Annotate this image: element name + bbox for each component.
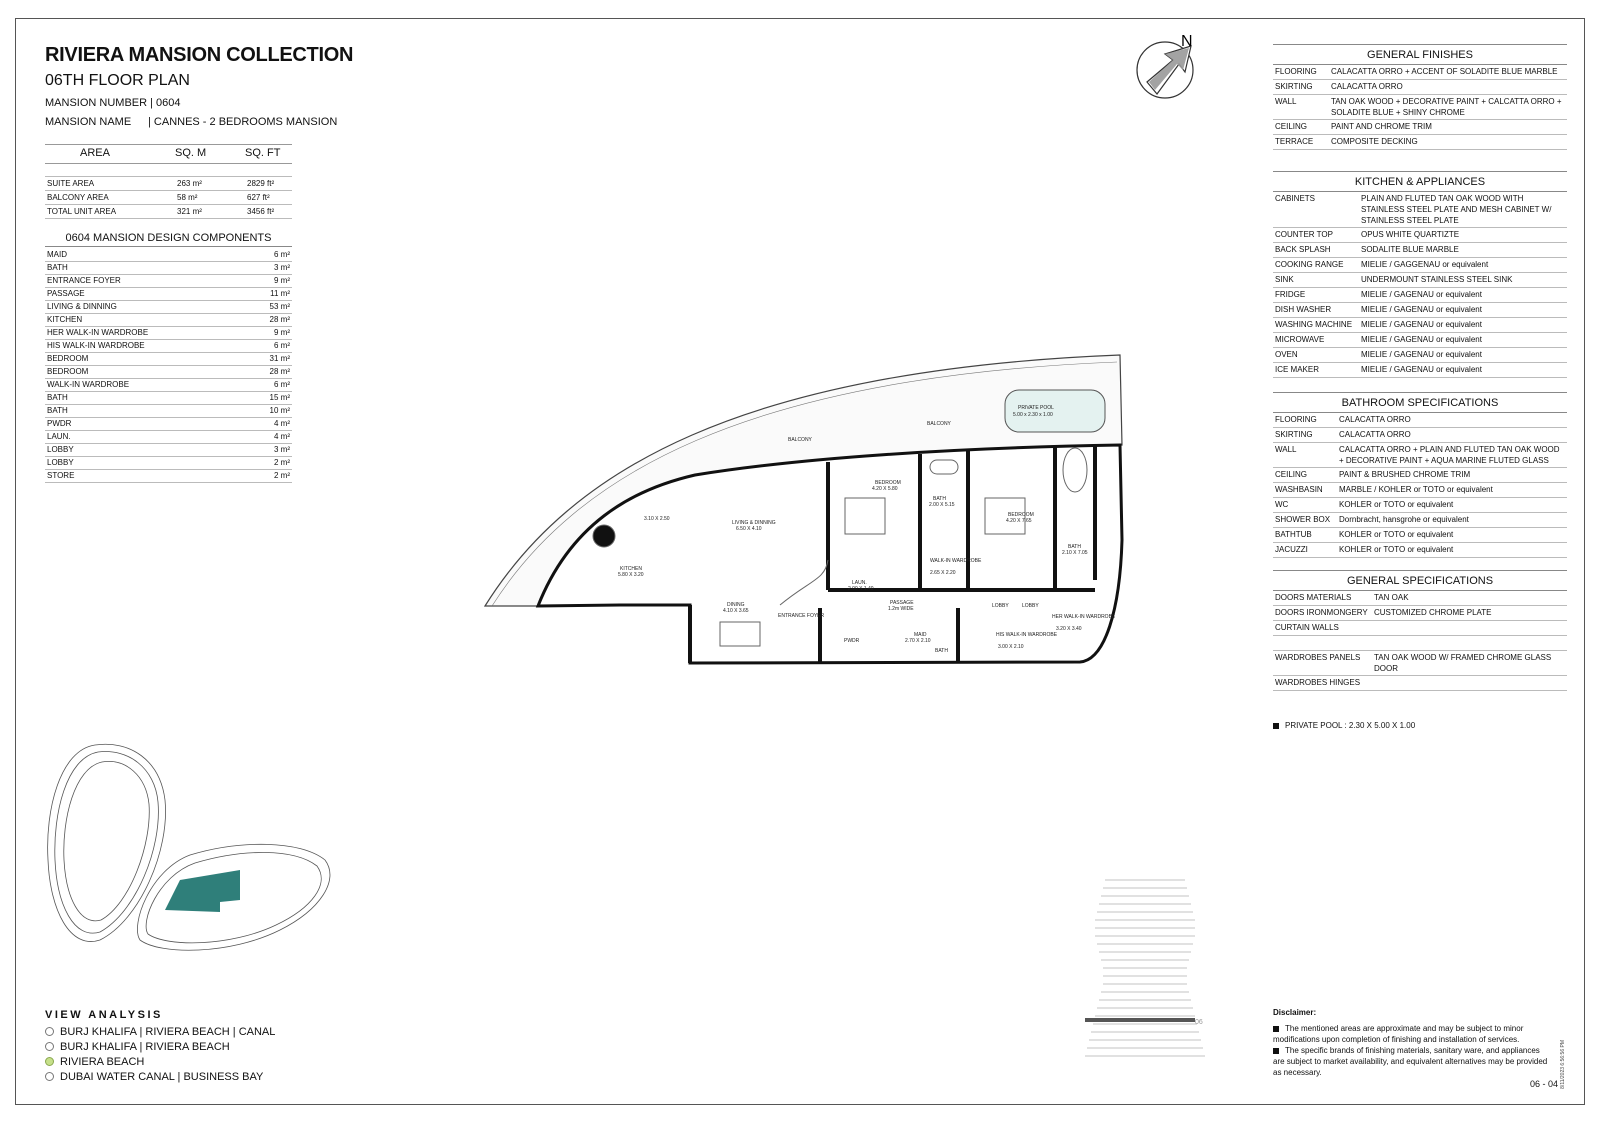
spec-key: WASHBASIN — [1275, 485, 1323, 494]
list-item — [45, 314, 292, 327]
component-area: 4 m² — [274, 419, 290, 428]
spec-key: DOORS MATERIALS — [1275, 593, 1352, 602]
area-table-header — [45, 145, 292, 164]
spec-value: MIELIE / GAGENAU or equivalent — [1361, 350, 1482, 359]
view-option-label: RIVIERA BEACH — [60, 1055, 145, 1068]
room-label: HIS WALK-IN WARDROBE — [996, 632, 1058, 638]
list-item — [45, 470, 292, 483]
component-name: LOBBY — [47, 445, 74, 454]
list-item — [45, 353, 292, 366]
current-level-marker — [1085, 1018, 1195, 1022]
spec-key: DOORS IRONMONGERY — [1275, 608, 1368, 617]
component-area: 2 m² — [274, 458, 290, 467]
spec-key — [1275, 637, 1374, 649]
list-item — [45, 262, 292, 275]
component-name: MAID — [47, 250, 67, 259]
table-row — [1273, 333, 1567, 348]
spec-key: TERRACE — [1275, 137, 1314, 146]
component-area: 11 m² — [270, 289, 290, 298]
view-option — [45, 1024, 275, 1039]
table-row — [1273, 528, 1567, 543]
spec-key: WARDROBES PANELS — [1275, 653, 1361, 662]
spec-value — [1374, 677, 1565, 689]
component-name: BEDROOM — [47, 354, 89, 363]
spec-key: WALL — [1275, 97, 1297, 106]
component-name: LAUN. — [47, 432, 71, 441]
components-list — [45, 249, 292, 483]
list-item — [45, 405, 292, 418]
table-row — [1273, 303, 1567, 318]
spec-key: SKIRTING — [1275, 430, 1313, 439]
page-title: RIVIERA MANSION COLLECTION — [45, 44, 354, 66]
room-dim: 4.20 X 5.80 — [872, 486, 898, 492]
component-area: 4 m² — [274, 432, 290, 441]
view-option-label: BURJ KHALIFA | RIVIERA BEACH | CANAL — [60, 1025, 276, 1038]
spec-value: PLAIN AND FLUTED TAN OAK WOOD WITH STAINLESS STEEL PLATE AND MESH CABINET W/ STAINLESS STEEL PLATE — [1361, 194, 1552, 225]
kitchen-appliances-section — [1273, 171, 1567, 378]
radio-dot-icon — [45, 1072, 54, 1081]
spec-key: FLOORING — [1275, 415, 1317, 424]
spec-key: BACK SPLASH — [1275, 245, 1331, 254]
room-label: BEDROOM — [1008, 512, 1034, 518]
room-label: BATH — [1068, 544, 1081, 550]
bathroom-specifications-title: BATHROOM SPECIFICATIONS — [1273, 392, 1567, 413]
spec-value: MIELIE / GAGGENAU or equivalent — [1361, 260, 1489, 269]
spec-value: OPUS WHITE QUARTIZTE — [1361, 230, 1460, 239]
room-dim: 3.00 X 2.10 — [998, 644, 1024, 650]
component-area: 31 m² — [269, 354, 290, 363]
list-item — [45, 431, 292, 444]
view-option — [45, 1069, 275, 1084]
room-label: PWDR — [844, 638, 860, 644]
spec-key: WC — [1275, 500, 1289, 509]
table-row — [45, 205, 292, 219]
balcony-label: BALCONY — [927, 421, 951, 427]
component-area: 2 m² — [274, 471, 290, 480]
table-row — [1273, 621, 1567, 636]
disclaimer-item: The mentioned areas are approximate and may be subject to minor modifications upon completion of finishing and installation of services. — [1273, 1024, 1524, 1044]
component-name: HIS WALK-IN WARDROBE — [47, 341, 145, 350]
bathroom-specifications-section — [1273, 392, 1567, 558]
table-row — [1273, 498, 1567, 513]
spec-key: BATHTUB — [1275, 530, 1312, 539]
bullet-icon — [1273, 723, 1279, 729]
floor-plan-subtitle: 06TH FLOOR PLAN — [45, 72, 190, 89]
spec-key: FLOORING — [1275, 67, 1317, 76]
component-area: 28 m² — [269, 367, 290, 376]
room-dim: 6.50 X 4.10 — [736, 526, 762, 532]
spec-value: KOHLER or TOTO or equivalent — [1339, 530, 1454, 539]
area-sqm: 58 m² — [175, 191, 245, 205]
room-dim: 3.10 X 2.50 — [644, 516, 670, 522]
list-item — [45, 288, 292, 301]
components-title: 0604 MANSION DESIGN COMPONENTS — [45, 232, 292, 247]
list-item — [45, 392, 292, 405]
table-row — [1273, 413, 1567, 428]
north-arrow-icon — [1135, 32, 1205, 104]
component-area: 3 m² — [274, 445, 290, 454]
room-dim: 4.20 X 7.65 — [1006, 518, 1032, 524]
view-option — [45, 1039, 275, 1054]
component-area: 6 m² — [274, 380, 290, 389]
table-row — [1273, 318, 1567, 333]
spec-key: COUNTER TOP — [1275, 230, 1333, 239]
view-analysis-title: VIEW ANALYSIS — [45, 1009, 163, 1021]
spec-key: WALL — [1275, 445, 1297, 454]
general-finishes-title: GENERAL FINISHES — [1273, 44, 1567, 65]
spec-key: CURTAIN WALLS — [1275, 623, 1339, 632]
table-row — [1273, 363, 1567, 378]
area-sqft: 627 ft² — [245, 191, 292, 205]
room-label: LOBBY — [1022, 603, 1039, 609]
room-label: MAID — [914, 632, 927, 638]
spec-value: CALACATTA ORRO — [1331, 82, 1403, 91]
bullet-icon — [1273, 1048, 1279, 1054]
spec-key: CABINETS — [1275, 194, 1316, 203]
view-analysis-list — [45, 1024, 275, 1084]
area-sqm: 263 m² — [175, 177, 245, 191]
spec-key: WASHING MACHINE — [1275, 320, 1353, 329]
spec-value: CALACATTA ORRO + ACCENT OF SOLADITE BLUE MARBLE — [1331, 67, 1558, 76]
spec-key: FRIDGE — [1275, 290, 1306, 299]
spec-key: COOKING RANGE — [1275, 260, 1344, 269]
area-sqft: 2829 ft² — [245, 177, 292, 191]
table-row — [1273, 443, 1567, 468]
component-name: BATH — [47, 393, 68, 402]
timestamp: 8/11/2023 6:56:56 PM — [1560, 1040, 1566, 1089]
spec-value: MIELIE / GAGENAU or equivalent — [1361, 365, 1482, 374]
table-row — [1273, 468, 1567, 483]
private-pool-text: PRIVATE POOL : 2.30 X 5.00 X 1.00 — [1285, 721, 1416, 730]
spec-value: CALACATTA ORRO + PLAIN AND FLUTED TAN OAK WOOD + DECORATIVE PAINT + AQUA MARINE FLUTED GLASS — [1339, 445, 1560, 465]
area-col-header: AREA — [45, 145, 175, 164]
unit-highlight — [165, 870, 240, 912]
view-option — [45, 1054, 275, 1069]
table-row — [45, 177, 292, 191]
spec-value: PAINT AND CHROME TRIM — [1331, 122, 1432, 131]
component-name: LIVING & DINNING — [47, 302, 117, 311]
spec-value: Dornbracht, hansgrohe or equivalent — [1339, 515, 1469, 524]
sqm-col-header: SQ. M — [175, 145, 245, 164]
list-item — [45, 327, 292, 340]
table-row — [1273, 606, 1567, 621]
spec-key: SINK — [1275, 275, 1294, 284]
table-row — [1273, 228, 1567, 243]
list-item — [45, 418, 292, 431]
floor-plan — [480, 350, 1125, 680]
area-sqft: 3456 ft² — [245, 205, 292, 219]
component-name: STORE — [47, 471, 75, 480]
area-name: SUITE AREA — [45, 177, 175, 191]
disclaimer-title: Disclaimer: — [1273, 1008, 1317, 1017]
component-area: 6 m² — [274, 250, 290, 259]
room-dim: 2.65 X 2.20 — [930, 570, 956, 576]
spec-value — [1374, 622, 1565, 634]
room-label: DINING — [727, 602, 745, 608]
general-specifications-section — [1273, 570, 1567, 691]
list-item — [45, 457, 292, 470]
spec-key: CEILING — [1275, 122, 1308, 131]
component-name: PWDR — [47, 419, 72, 428]
table-row — [1273, 258, 1567, 273]
table-row — [1273, 288, 1567, 303]
table-row — [1273, 513, 1567, 528]
private-pool — [1005, 390, 1105, 432]
room-label: LAUN. — [852, 580, 867, 586]
component-area: 15 m² — [269, 393, 290, 402]
view-option-label: DUBAI WATER CANAL | BUSINESS BAY — [60, 1070, 264, 1083]
list-item — [45, 366, 292, 379]
room-dim: 2.00 X 1.40 — [848, 586, 874, 592]
spec-value: MIELIE / GAGENAU or equivalent — [1361, 320, 1482, 329]
spec-value: TAN OAK WOOD W/ FRAMED CHROME GLASS DOOR — [1374, 653, 1552, 673]
table-row — [1273, 591, 1567, 606]
spec-value: TAN OAK WOOD + DECORATIVE PAINT + CALCATTA ORRO + SOLADITE BLUE + SHINY CHROME — [1331, 97, 1562, 117]
spec-value: KOHLER or TOTO or equivalent — [1339, 500, 1454, 509]
room-label: LIVING & DINNING — [732, 520, 776, 526]
disclaimer-item: The specific brands of finishing materials, sanitary ware, and appliances are subject to market availability, and equivalent alternatives may be provided as necessary. — [1273, 1046, 1548, 1077]
spec-value: KOHLER or TOTO or equivalent — [1339, 545, 1454, 554]
room-dim: 2.00 X 5.15 — [929, 502, 955, 508]
spec-value: CALACATTA ORRO — [1339, 415, 1411, 424]
table-row — [1273, 636, 1567, 651]
room-label: KITCHEN — [620, 566, 642, 572]
pool-label: PRIVATE POOL — [1018, 405, 1054, 411]
component-area: 9 m² — [274, 276, 290, 285]
table-row — [1273, 192, 1567, 228]
mansion-name-label: MANSION NAME — [45, 116, 132, 128]
spec-value: MIELIE / GAGENAU or equivalent — [1361, 290, 1482, 299]
list-item — [45, 301, 292, 314]
table-row — [45, 191, 292, 205]
component-name: KITCHEN — [47, 315, 83, 324]
component-area: 3 m² — [274, 263, 290, 272]
component-name: BATH — [47, 263, 68, 272]
table-row — [1273, 483, 1567, 498]
room-label: LOBBY — [992, 603, 1009, 609]
table-row — [1273, 676, 1567, 691]
spec-key: SKIRTING — [1275, 82, 1313, 91]
list-item — [45, 275, 292, 288]
list-item — [45, 340, 292, 353]
spec-key: CEILING — [1275, 470, 1308, 479]
mansion-number: MANSION NUMBER | 0604 — [45, 97, 181, 109]
spec-key: WARDROBES HINGES — [1275, 678, 1361, 687]
component-name: BEDROOM — [47, 367, 89, 376]
room-dim: 2.70 X 2.10 — [905, 638, 931, 644]
room-label: BATH — [935, 648, 948, 654]
bullet-icon — [1273, 1026, 1279, 1032]
room-dim: 4.10 X 3.65 — [723, 608, 749, 614]
list-item — [45, 379, 292, 392]
radio-dot-icon — [45, 1042, 54, 1051]
sqft-col-header: SQ. FT — [245, 145, 292, 164]
spec-value — [1374, 637, 1565, 649]
table-row — [1273, 348, 1567, 363]
component-area: 6 m² — [274, 341, 290, 350]
component-name: ENTRANCE FOYER — [47, 276, 121, 285]
spec-value: CUSTOMIZED CHROME PLATE — [1374, 608, 1492, 617]
table-row — [1273, 243, 1567, 258]
room-label: ENTRANCE FOYER — [778, 613, 825, 619]
spec-key: JACUZZI — [1275, 545, 1308, 554]
table-row — [1273, 95, 1567, 120]
room-dim: 1.2m WIDE — [888, 606, 914, 612]
component-area: 28 m² — [269, 315, 290, 324]
area-table — [45, 144, 292, 219]
room-label: HER WALK-IN WARDROBE — [1052, 614, 1116, 620]
pool-dim: 5.00 x 2.30 x 1.00 — [1013, 412, 1053, 418]
general-specifications-title: GENERAL SPECIFICATIONS — [1273, 570, 1567, 591]
component-name: LOBBY — [47, 458, 74, 467]
balcony-label: BALCONY — [788, 437, 812, 443]
level-label: 06 — [1195, 1019, 1203, 1026]
component-name: BATH — [47, 406, 68, 415]
view-option-label: BURJ KHALIFA | RIVIERA BEACH — [60, 1040, 230, 1053]
tower-elevation — [1085, 870, 1210, 1070]
spec-key: OVEN — [1275, 350, 1298, 359]
spec-value: MIELIE / GAGENAU or equivalent — [1361, 305, 1482, 314]
spec-value: COMPOSITE DECKING — [1331, 137, 1418, 146]
room-label: BATH — [933, 496, 946, 502]
room-label: BEDROOM — [875, 480, 901, 486]
room-dim: 5.80 X 3.20 — [618, 572, 644, 578]
room-label: PASSAGE — [890, 600, 914, 606]
list-item — [45, 249, 292, 262]
spec-value: PAINT & BRUSHED CHROME TRIM — [1339, 470, 1471, 479]
area-name: BALCONY AREA — [45, 191, 175, 205]
spec-value: UNDERMOUNT STAINLESS STEEL SINK — [1361, 275, 1513, 284]
spec-key: DISH WASHER — [1275, 305, 1332, 314]
table-row — [1273, 65, 1567, 80]
table-row — [1273, 135, 1567, 150]
spec-value: MARBLE / KOHLER or TOTO or equivalent — [1339, 485, 1493, 494]
component-name: WALK-IN WARDROBE — [47, 380, 130, 389]
component-area: 10 m² — [269, 406, 290, 415]
table-row — [1273, 651, 1567, 676]
area-name: TOTAL UNIT AREA — [45, 205, 175, 219]
list-item — [45, 444, 292, 457]
component-area: 9 m² — [274, 328, 290, 337]
area-sqm: 321 m² — [175, 205, 245, 219]
table-row — [1273, 428, 1567, 443]
spec-value: TAN OAK — [1374, 593, 1409, 602]
mansion-name-value: | CANNES - 2 BEDROOMS MANSION — [148, 116, 338, 128]
component-name: HER WALK-IN WARDROBE — [47, 328, 149, 337]
component-name: PASSAGE — [47, 289, 85, 298]
component-area: 53 m² — [269, 302, 290, 311]
room-label: WALK-IN WARDROBE — [930, 558, 982, 564]
table-row — [1273, 273, 1567, 288]
spec-value: SODALITE BLUE MARBLE — [1361, 245, 1459, 254]
table-row — [1273, 120, 1567, 135]
room-dim: 2.10 X 7.05 — [1062, 550, 1088, 556]
radio-dot-icon — [45, 1027, 54, 1036]
radio-dot-icon — [45, 1057, 54, 1066]
private-pool-note — [1273, 721, 1415, 730]
north-label: N — [1181, 33, 1193, 50]
kitchen-appliances-title: KITCHEN & APPLIANCES — [1273, 171, 1567, 192]
spec-key: MICROWAVE — [1275, 335, 1325, 344]
room-dim: 3.20 X 3.40 — [1056, 626, 1082, 632]
table-row — [1273, 543, 1567, 558]
key-plan — [40, 740, 340, 970]
spec-value: CALACATTA ORRO — [1339, 430, 1411, 439]
page-number: 06 - 04 — [1530, 1079, 1559, 1089]
table-row — [1273, 80, 1567, 95]
general-finishes-section — [1273, 44, 1567, 150]
spec-key: SHOWER BOX — [1275, 515, 1331, 524]
spec-key: ICE MAKER — [1275, 365, 1320, 374]
spec-value: MIELIE / GAGENAU or equivalent — [1361, 335, 1482, 344]
